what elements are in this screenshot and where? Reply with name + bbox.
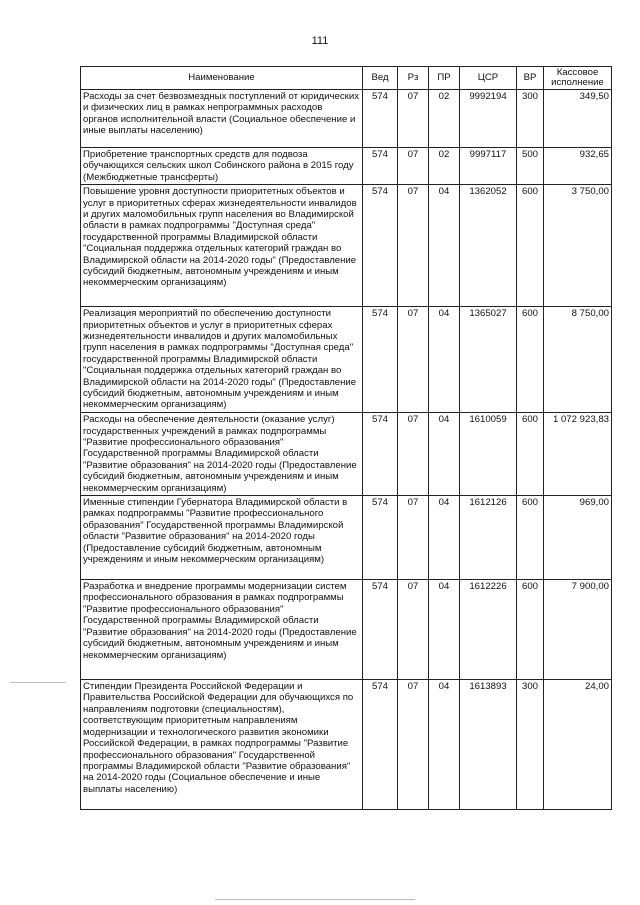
cell-name: Повышение уровня доступности приоритетных объектов и услуг в приоритетных сферах жизнедеятельности инвалидов и других маломобильных групп населения во Владимирской области в рамках подпрограммы "Доступная среда" государственной программы Владимирской области "Социальная поддержка отдельных категорий граждан во Владимирской области на 2014-2020 годы" (Предоставление субсидий бюджетным, автономным учреждениям и иным некоммерческим организациям)	[81, 185, 363, 307]
cell-pr: 04	[429, 496, 460, 580]
cell-vr: 300	[517, 680, 544, 810]
table-row	[81, 580, 612, 680]
cell-csr: 9997117	[460, 148, 517, 185]
scan-mark	[215, 899, 415, 900]
cell-amount: 3 750,00	[544, 185, 612, 307]
table-row	[81, 148, 612, 185]
cell-pr: 04	[429, 307, 460, 413]
cell-amount: 7 900,00	[544, 580, 612, 680]
header-name: Наименование	[81, 67, 363, 90]
cell-csr: 1613893	[460, 680, 517, 810]
header-amount: Кассовое исполнение	[544, 67, 612, 90]
cell-ved: 574	[363, 680, 398, 810]
cell-rz: 07	[398, 496, 429, 580]
cell-rz: 07	[398, 90, 429, 148]
scan-mark	[10, 682, 66, 683]
cell-name: Стипендии Президента Российской Федерации и Правительства Российской Федерации для обучающихся по направлениям подготовки (специальностям), соответствующим приоритетным направлениям модернизации и технологического развития экономики Российской Федерации, в рамках подпрограммы "Развитие профессионального образования" Государственной программы Владимирской области "Развитие образования" на 2014-2020 годы (Социальное обеспечение и иные выплаты населению)	[81, 680, 363, 810]
cell-rz: 07	[398, 580, 429, 680]
cell-ved: 574	[363, 90, 398, 148]
cell-pr: 02	[429, 148, 460, 185]
header-vr: ВР	[517, 67, 544, 90]
cell-rz: 07	[398, 413, 429, 496]
table-row	[81, 307, 612, 413]
cell-name: Именные стипендии Губернатора Владимирской области в рамках подпрограммы "Развитие профессионального образования" Государственной программы Владимирской области "Развитие образования" на 2014-2020 годы (Предоставление субсидий бюджетным, автономным учреждениям и иным некоммерческим организациям)	[81, 496, 363, 580]
cell-pr: 04	[429, 413, 460, 496]
cell-ved: 574	[363, 413, 398, 496]
cell-csr: 1362052	[460, 185, 517, 307]
table-row	[81, 680, 612, 810]
cell-rz: 07	[398, 307, 429, 413]
header-csr: ЦСР	[460, 67, 517, 90]
table-body	[81, 90, 612, 810]
cell-amount: 1 072 923,83	[544, 413, 612, 496]
header-rz: Рз	[398, 67, 429, 90]
cell-name: Приобретение транспортных средств для подвоза обучающихся сельских школ Собинского района в 2015 году (Межбюджетные трансферты)	[81, 148, 363, 185]
cell-rz: 07	[398, 185, 429, 307]
cell-name: Реализация мероприятий по обеспечению доступности приоритетных объектов и услуг в приоритетных сферах жизнедеятельности инвалидов и других маломобильных групп населения в рамках подпрограммы "Доступная среда" государственной программы Владимирской области "Социальная поддержка отдельных категорий граждан во Владимирской области на 2014-2020 годы" (Предоставление субсидий бюджетным, автономным учреждениям и иным некоммерческим организациям)	[81, 307, 363, 413]
cell-ved: 574	[363, 185, 398, 307]
cell-ved: 574	[363, 496, 398, 580]
cell-amount: 932,65	[544, 148, 612, 185]
cell-vr: 600	[517, 413, 544, 496]
cell-pr: 04	[429, 185, 460, 307]
cell-rz: 07	[398, 680, 429, 810]
cell-vr: 600	[517, 580, 544, 680]
table-row	[81, 185, 612, 307]
cell-vr: 600	[517, 307, 544, 413]
cell-vr: 300	[517, 90, 544, 148]
cell-amount: 969,00	[544, 496, 612, 580]
cell-csr: 1365027	[460, 307, 517, 413]
table-header-row	[81, 67, 612, 90]
cell-vr: 500	[517, 148, 544, 185]
cell-rz: 07	[398, 148, 429, 185]
cell-name: Расходы за счет безвозмездных поступлений от юридических и физических лиц в рамках непрограммных расходов органов исполнительной власти (Социальное обеспечение и иные выплаты населению)	[81, 90, 363, 148]
cell-ved: 574	[363, 148, 398, 185]
cell-ved: 574	[363, 307, 398, 413]
cell-name: Расходы на обеспечение деятельности (оказание услуг) государственных учреждений в рамках подпрограммы "Развитие профессионального образования" Государственной программы Владимирской области "Развитие образования" на 2014-2020 годы (Предоставление субсидий бюджетным, автономным учреждениям и иным некоммерческим организациям)	[81, 413, 363, 496]
table-row	[81, 90, 612, 148]
cell-csr: 9992194	[460, 90, 517, 148]
cell-amount: 24,00	[544, 680, 612, 810]
cell-name: Разработка и внедрение программы модернизации систем профессионального образования в рамках подпрограммы "Развитие профессионального образования" Государственной программы Владимирской области "Развитие образования" на 2014-2020 годы (Предоставление субсидий бюджетным, автономным учреждениям и иным некоммерческим организациям)	[81, 580, 363, 680]
cell-vr: 600	[517, 185, 544, 307]
cell-pr: 02	[429, 90, 460, 148]
table-row	[81, 496, 612, 580]
cell-amount: 349,50	[544, 90, 612, 148]
header-pr: ПР	[429, 67, 460, 90]
header-ved: Вед	[363, 67, 398, 90]
cell-pr: 04	[429, 580, 460, 680]
cell-pr: 04	[429, 680, 460, 810]
budget-execution-table	[80, 66, 612, 810]
page-number: 111	[311, 35, 329, 47]
cell-ved: 574	[363, 580, 398, 680]
cell-csr: 1612126	[460, 496, 517, 580]
table-row	[81, 413, 612, 496]
cell-csr: 1610059	[460, 413, 517, 496]
cell-vr: 600	[517, 496, 544, 580]
cell-amount: 8 750,00	[544, 307, 612, 413]
cell-csr: 1612226	[460, 580, 517, 680]
